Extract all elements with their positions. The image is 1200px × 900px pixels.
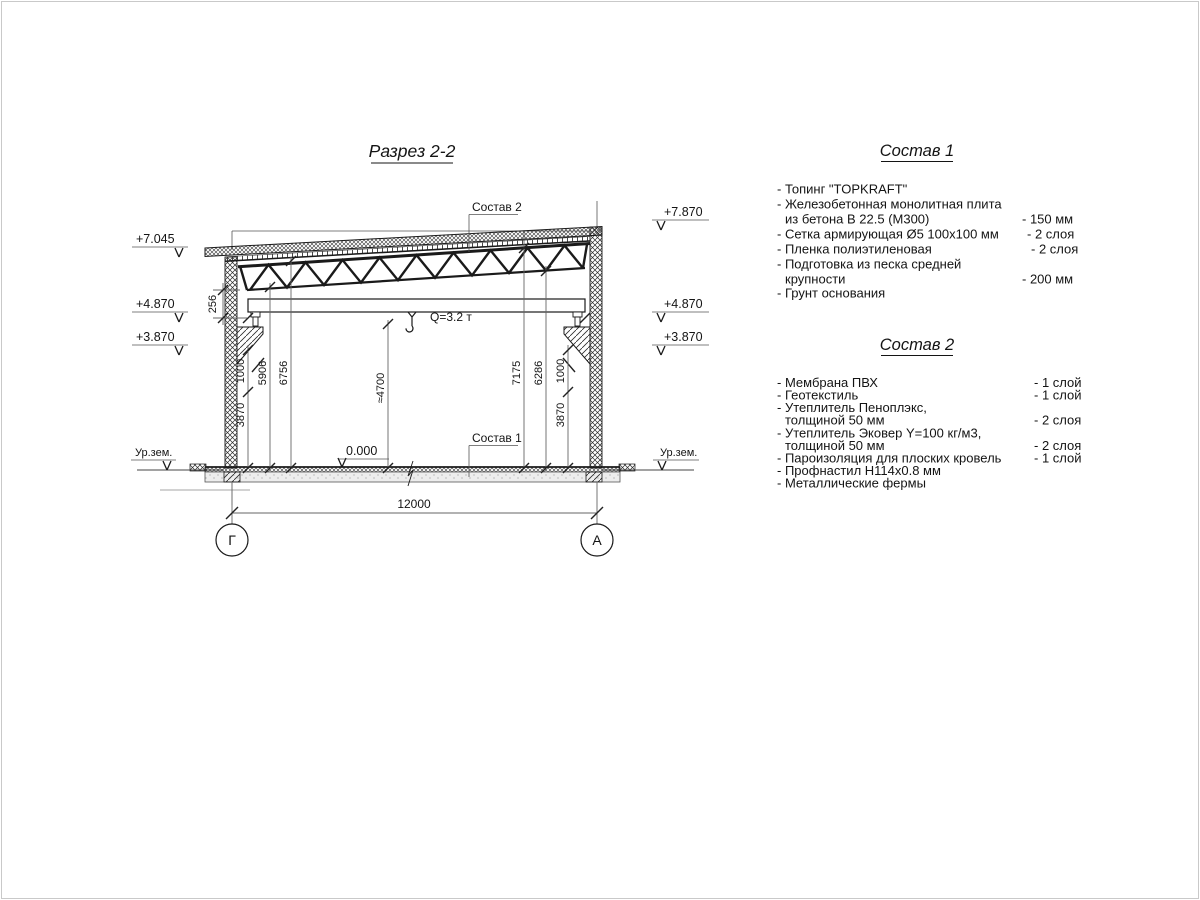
list-item: - Сетка армирующая Ø5 100х100 мм	[777, 226, 999, 242]
sostav1-title: Состав 1	[879, 142, 955, 160]
elevation-left-7045: +7.045	[136, 232, 175, 246]
list-item: - Железобетонная монолитная плита	[777, 196, 1002, 212]
dim-span-12000: 12000	[397, 497, 431, 511]
elevation-left-3870: +3.870	[136, 330, 175, 344]
dim-5906: 5906	[257, 360, 269, 386]
list-item-value: - 2 слоя	[1027, 226, 1075, 242]
crane-beam	[248, 299, 585, 312]
roof-composition-ref: Состав 2	[472, 200, 522, 214]
list-item: - Топинг "TOPKRAFT"	[777, 181, 908, 197]
beam-stem-left	[253, 317, 258, 326]
list-item-value: - 150 мм	[1022, 211, 1074, 227]
list-item: - Мембрана ПВХ	[777, 375, 878, 390]
list-item: - Утеплитель Пеноплэкс,	[777, 400, 927, 415]
list-item-value: - 2 слоя	[1031, 241, 1079, 257]
floor-composition-ref: Состав 1	[472, 431, 522, 445]
list-item: толщиной 50 мм	[785, 438, 885, 453]
dim-3870-right: 3870	[555, 402, 567, 428]
dim-6286: 6286	[533, 360, 545, 386]
floor-body	[205, 472, 620, 482]
list-item-value: - 2 слоя	[1034, 412, 1082, 428]
floor-block-right	[586, 472, 602, 482]
list-item: - Металлические фермы	[777, 475, 926, 491]
drawing-title: Разрез 2-2	[368, 141, 456, 161]
ground-level-label-right: Ур.зем.	[660, 447, 698, 459]
crane-capacity-label: Q=3.2 т	[430, 310, 472, 324]
list-item-value: - 1 слой	[1034, 450, 1082, 466]
dim-1000-right: 1000	[555, 358, 567, 384]
elevation-right-3870: +3.870	[664, 330, 703, 344]
elevation-right-7870: +7.870	[664, 205, 703, 219]
wall-right	[590, 227, 602, 468]
list-item: - Пароизоляция для плоских кровель	[777, 450, 1002, 466]
list-item: - Профнастил Н114х0.8 мм	[777, 463, 941, 478]
zero-level-label: 0.000	[346, 444, 378, 458]
dim-1000-left: 1000	[235, 358, 247, 384]
list-item: толщиной 50 мм	[785, 412, 885, 428]
dim-256: 256	[207, 294, 219, 314]
list-item: - Геотекстиль	[777, 387, 859, 403]
list-item: из бетона В 22.5 (М300)	[785, 211, 930, 227]
ground-level-label-left: Ур.зем.	[135, 447, 173, 459]
list-item-value: - 1 слой	[1034, 387, 1082, 403]
list-item: - Утеплитель Эковер Y=100 кг/м3,	[777, 425, 982, 441]
dim-6756: 6756	[278, 360, 290, 386]
floor-block-left	[224, 472, 240, 482]
list-item-value: - 2 слоя	[1034, 438, 1082, 453]
dim-hook-height: ≈4700	[375, 372, 387, 404]
elevation-right-4870: +4.870	[664, 297, 703, 311]
axis-label-right: А	[592, 532, 602, 548]
sostav2-title: Состав 2	[879, 336, 955, 354]
dim-7175: 7175	[511, 360, 523, 386]
beam-stem-right	[575, 317, 580, 326]
elevation-left-4870: +4.870	[136, 297, 175, 311]
list-item: - Подготовка из песка средней	[777, 256, 962, 272]
dim-3870-left: 3870	[235, 402, 247, 428]
list-item-value: - 1 слой	[1034, 375, 1082, 390]
list-item: - Грунт основания	[777, 285, 886, 301]
list-item: - Пленка полиэтиленовая	[777, 241, 932, 257]
beam-bearing-right	[573, 312, 582, 317]
axis-label-left: Г	[228, 532, 236, 548]
list-item: крупности	[785, 271, 846, 287]
list-item-value: - 200 мм	[1022, 271, 1074, 287]
